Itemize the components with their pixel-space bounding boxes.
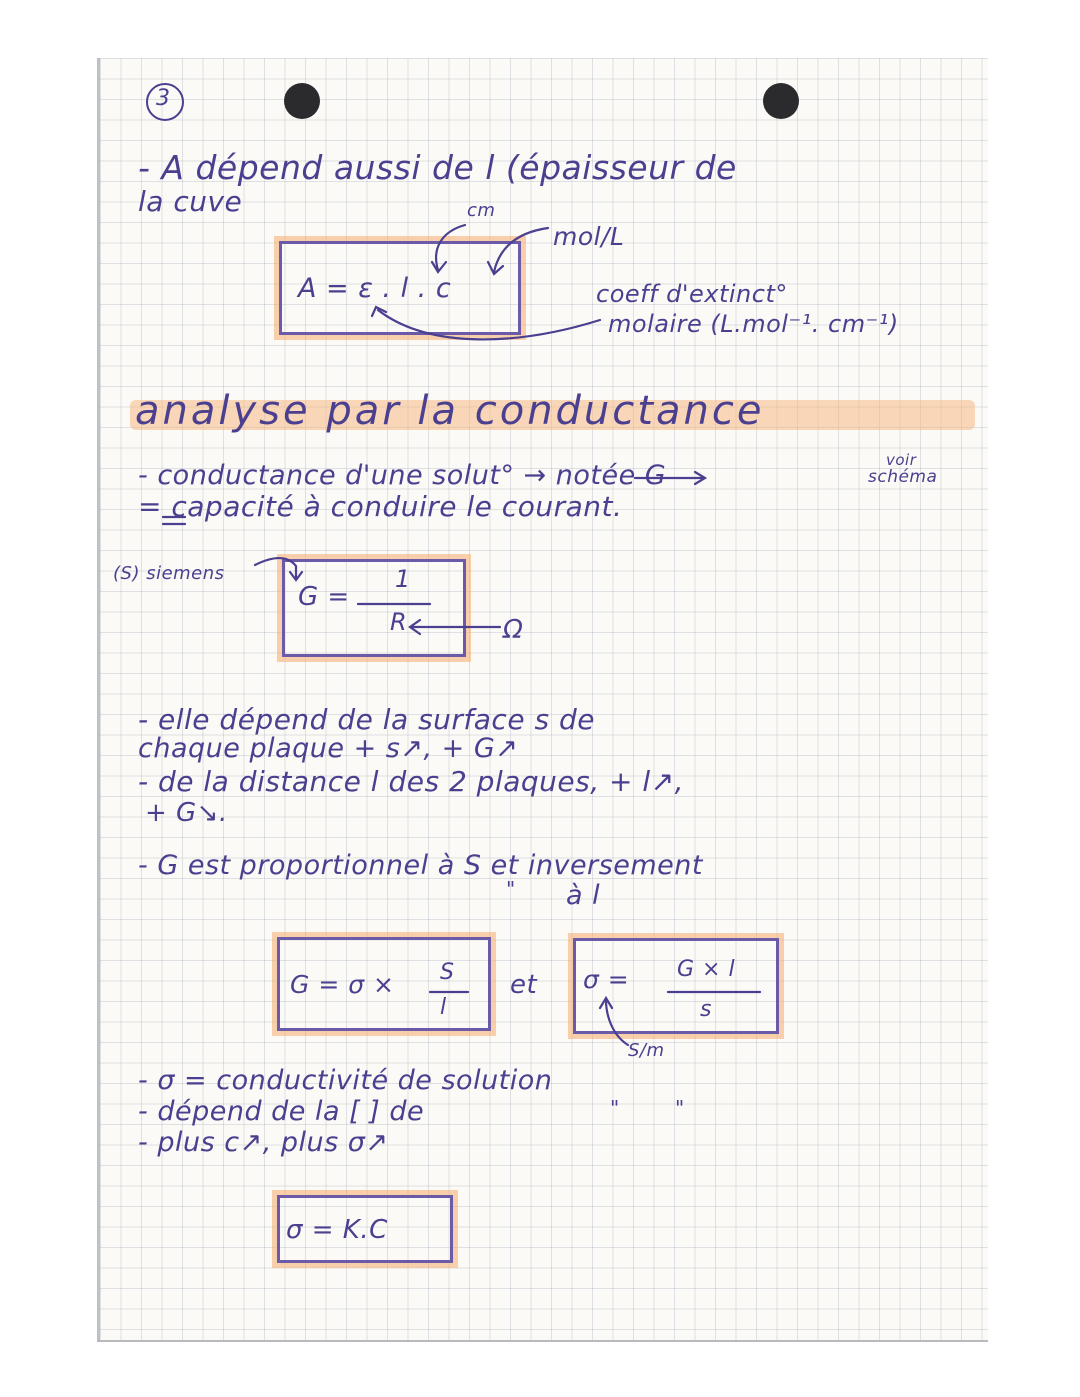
fraction-numerator: 1 (395, 565, 411, 593)
arrow-coeff (378, 310, 600, 339)
arrow-head (432, 262, 446, 272)
fraction-numerator: G × l (677, 957, 736, 982)
ditto-mark: " (675, 1096, 685, 1120)
annotation: molaire (L.mol⁻¹. cm⁻¹) (608, 310, 899, 338)
arrow-siemens (255, 558, 296, 578)
unit-label: cm (467, 200, 496, 221)
fraction-denominator: l (440, 995, 447, 1020)
arrow-ohm (410, 620, 500, 634)
equals-mark (163, 517, 185, 524)
formula: σ = (583, 965, 630, 994)
text-line: - de la distance l des 2 plaques, + l↗, (138, 765, 685, 798)
formula: A = ε . l . c (298, 273, 452, 304)
formula: G = (298, 582, 350, 612)
text-line: - σ = conductivité de solution (138, 1065, 553, 1096)
text-line: - dépend de la [ ] de (138, 1096, 425, 1127)
fraction-denominator: s (700, 997, 712, 1022)
formula: G = σ × (290, 970, 395, 999)
text-line: = capacité à conduire le courant. (138, 490, 623, 523)
arrow-cm (436, 225, 465, 270)
text-line: + G↘. (145, 798, 228, 828)
arrow-right (635, 472, 705, 484)
text-line: - plus c↗, plus σ↗ (138, 1127, 389, 1158)
text-line: - elle dépend de la surface s de (138, 703, 595, 736)
formula: σ = K.C (286, 1215, 388, 1245)
arrow-sm (600, 998, 628, 1045)
annotation: schéma (868, 467, 938, 487)
text-line: à l (566, 880, 601, 911)
unit-label: S/m (628, 1040, 665, 1061)
annotation: voir (886, 451, 917, 469)
text-line: - A dépend aussi de l (épaisseur de (138, 148, 737, 187)
text-line: chaque plaque + s↗, + G↗ (138, 733, 519, 764)
text-line: - conductance d'une solut° → notée G (138, 460, 667, 491)
ditto-mark: " (610, 1096, 620, 1120)
conjunction: et (510, 970, 538, 1000)
unit-label: (S) siemens (113, 563, 225, 584)
ditto-mark: " (506, 877, 516, 901)
section-title: analyse par la conductance (135, 388, 765, 434)
text-line: - G est proportionnel à S et inversement (138, 850, 703, 881)
unit-label: Ω (503, 615, 524, 645)
annotation: coeff d'extinct° (596, 280, 788, 308)
unit-label: mol/L (553, 222, 625, 251)
fraction-numerator: S (440, 960, 455, 985)
fraction-denominator: R (390, 608, 408, 636)
text-line: la cuve (138, 185, 243, 218)
page-number: 3 (156, 86, 171, 111)
